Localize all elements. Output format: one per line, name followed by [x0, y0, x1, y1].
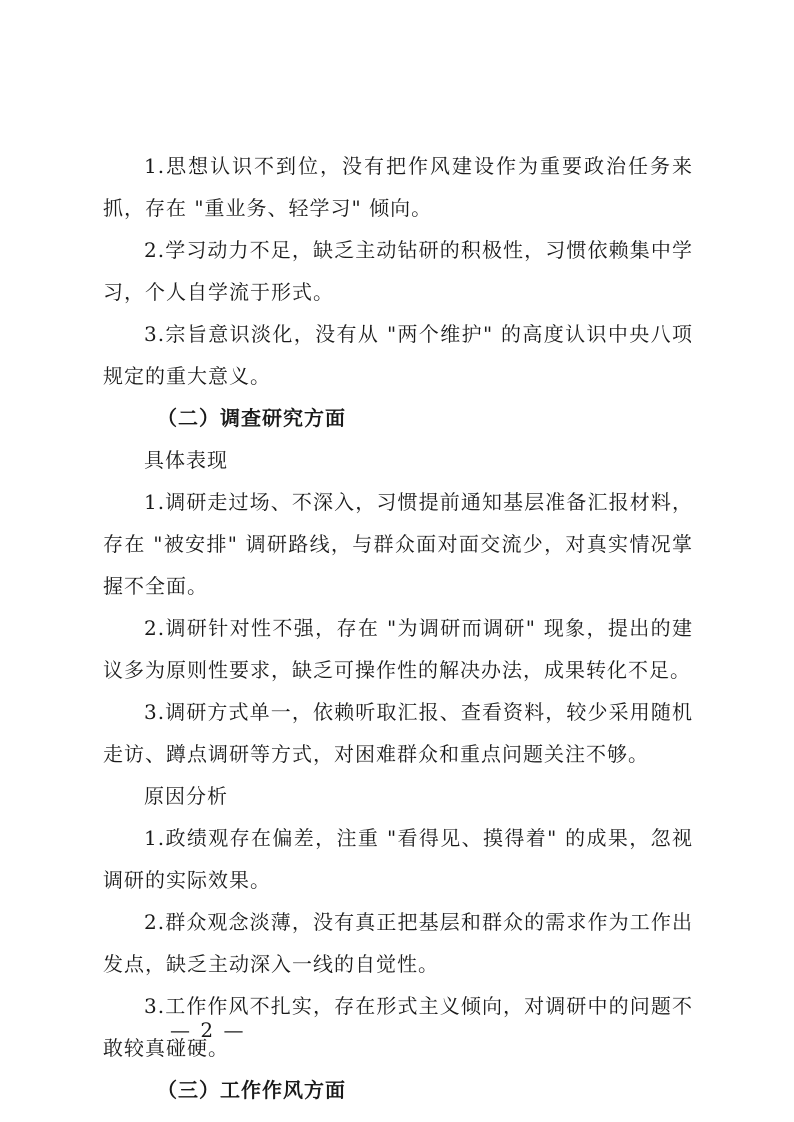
paragraph-cause-3: 3.工作作风不扎实，存在形式主义倾向，对调研中的问题不敢较真碰硬。	[103, 994, 693, 1060]
paragraph-manifestation-2: 2.调研针对性不强，存在 "为调研而调研" 现象，提出的建议多为原则性要求，缺乏可操作性的解决办法，成果转化不足。	[103, 616, 693, 682]
paragraph-attitude-2: 2.学习动力不足，缺乏主动钻研的积极性，习惯依赖集中学习，个人自学流于形式。	[103, 238, 693, 304]
paragraph-cause-1: 1.政绩观存在偏差，注重 "看得见、摸得着" 的成果，忽视调研的实际效果。	[103, 826, 693, 892]
document-body	[103, 145, 693, 1111]
paragraph-cause-2: 2.群众观念淡薄，没有真正把基层和群众的需求作为工作出发点，缺乏主动深入一线的自觉性。	[103, 910, 693, 976]
section-heading-research: （二）调查研究方面	[157, 406, 346, 430]
paragraph-manifestation-1: 1.调研走过场、不深入，习惯提前通知基层准备汇报材料，存在 "被安排" 调研路线，与群众面对面交流少，对真实情况掌握不全面。	[103, 490, 693, 598]
page-number: — 2 —	[170, 1018, 246, 1042]
paragraph-attitude-3: 3.宗旨意识淡化，没有从 "两个维护" 的高度认识中央八项规定的重大意义。	[103, 322, 693, 388]
subheading-manifestation: 具体表现	[144, 448, 228, 472]
section-heading-work-style: （三）工作作风方面	[157, 1078, 346, 1102]
paragraph-attitude-1: 1.思想认识不到位，没有把作风建设作为重要政治任务来抓，存在 "重业务、轻学习" 倾向。	[103, 154, 693, 220]
paragraph-manifestation-3: 3.调研方式单一，依赖听取汇报、查看资料，较少采用随机走访、蹲点调研等方式，对困难群众和重点问题关注不够。	[103, 700, 693, 766]
subheading-cause: 原因分析	[144, 784, 228, 808]
